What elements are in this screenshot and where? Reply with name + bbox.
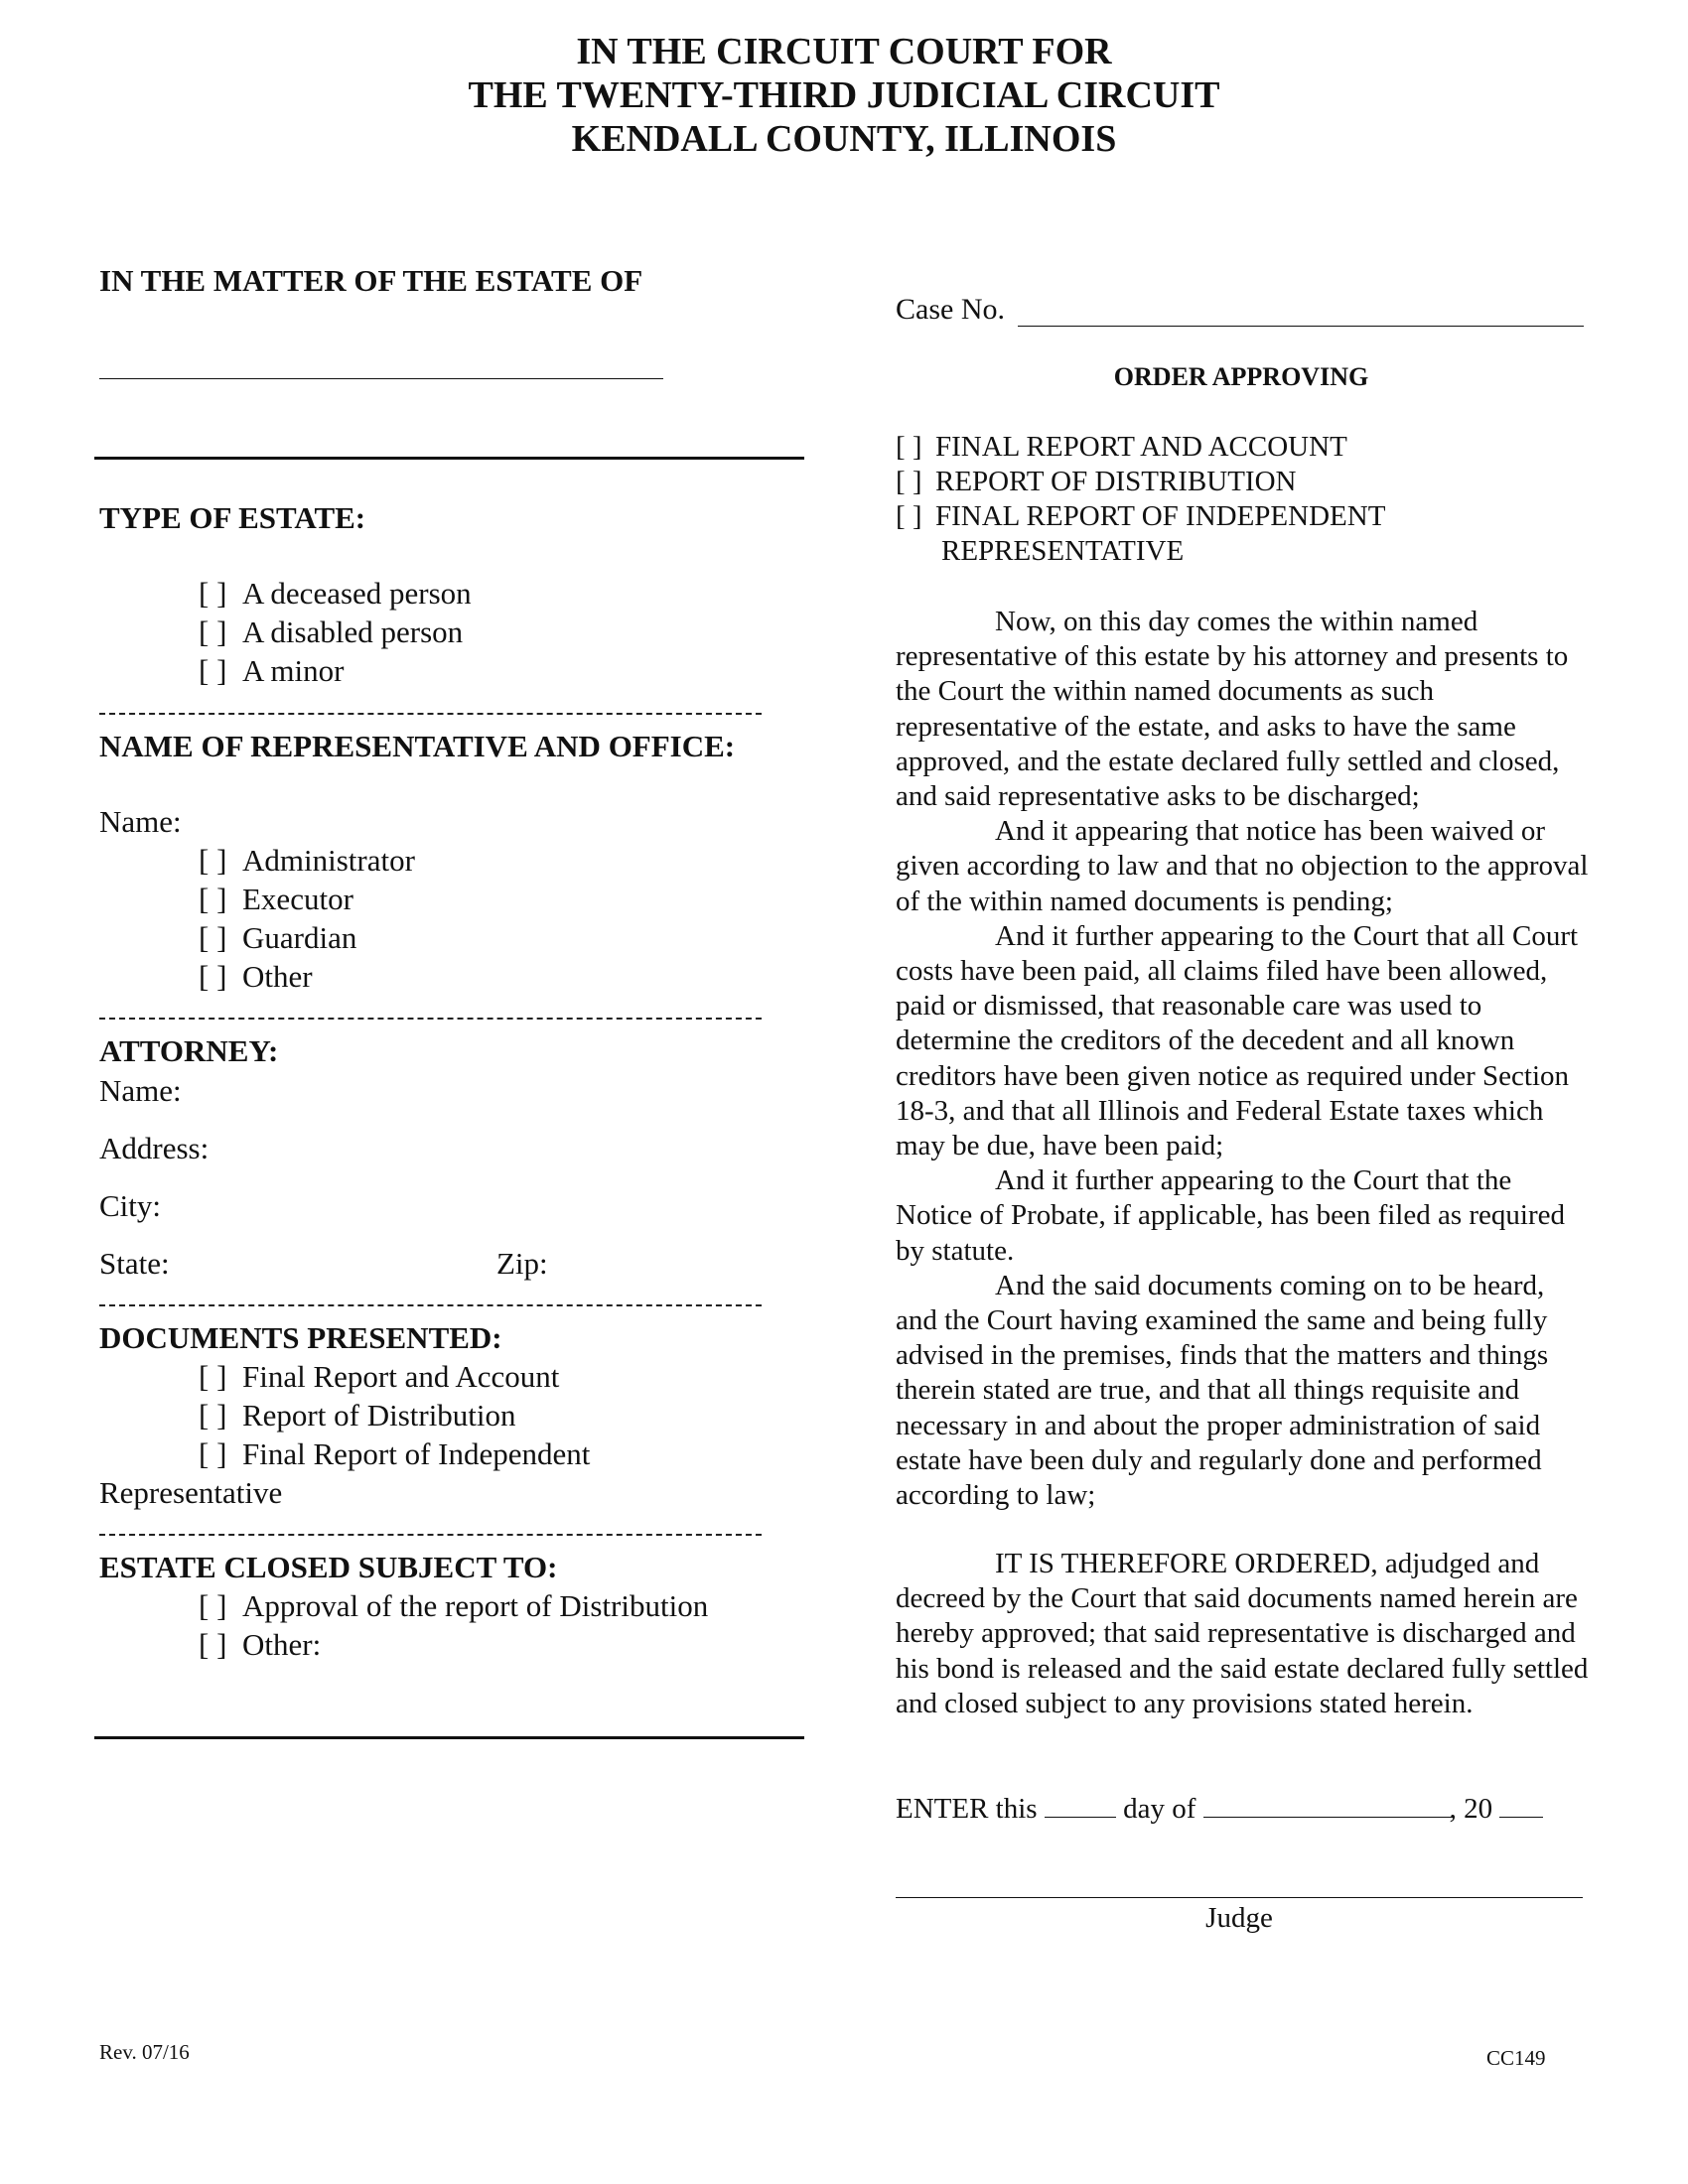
doc-option-final-report[interactable]: [ ] Final Report and Account xyxy=(199,1359,560,1394)
day-of-label: day of xyxy=(1123,1793,1196,1825)
checkbox[interactable]: [ ] xyxy=(199,1588,227,1623)
court-header xyxy=(0,30,1688,161)
order-paragraph-4: And it further appearing to the Court that the Notice of Probate, if applicable, has been filed as required by statute. xyxy=(896,1164,1565,1267)
checkbox[interactable]: [ ] xyxy=(199,576,227,611)
court-header-line3: KENDALL COUNTY, ILLINOIS xyxy=(571,118,1117,160)
checkbox[interactable]: [ ] xyxy=(199,653,227,688)
rep-option-executor[interactable]: [ ] Executor xyxy=(199,882,353,916)
order-body xyxy=(896,605,1591,1513)
form-code: CC149 xyxy=(1486,2046,1546,2070)
day-field[interactable] xyxy=(1045,1817,1116,1818)
checkbox[interactable]: [ ] xyxy=(896,431,922,463)
checkbox[interactable]: [ ] xyxy=(199,1627,227,1662)
order-paragraph-5: And the said documents coming on to be heard, and the Court having examined the same and being fully advised in the premises, finds that the matters and things therein stated are true, and that all things requisite and necessary in and about the proper administration of said estate have been duly and regularly done and performed according to law; xyxy=(896,1269,1549,1512)
attorney-name-label: Name: xyxy=(99,1073,182,1108)
order-paragraph-2: And it appearing that notice has been waived or given according to law and that no objection to the approval of the within named documents is pending; xyxy=(896,815,1589,917)
checkbox[interactable]: [ ] xyxy=(199,1398,227,1433)
type-option-disabled[interactable]: [ ] A disabled person xyxy=(199,614,464,649)
order-option-continuation: REPRESENTATIVE xyxy=(941,535,1185,567)
order-option-final-report[interactable]: [ ] FINAL REPORT AND ACCOUNT xyxy=(896,430,1347,465)
section-divider xyxy=(94,457,804,460)
documents-heading: DOCUMENTS PRESENTED: xyxy=(99,1320,502,1355)
checkbox[interactable]: [ ] xyxy=(199,882,227,916)
checkbox[interactable]: [ ] xyxy=(896,466,922,497)
dashed-divider xyxy=(99,1534,762,1536)
type-of-estate-heading: TYPE OF ESTATE: xyxy=(99,500,366,535)
attorney-city-label: City: xyxy=(99,1188,162,1223)
checkbox[interactable]: [ ] xyxy=(896,500,922,532)
checkbox[interactable]: [ ] xyxy=(199,959,227,994)
doc-option-independent[interactable]: [ ] Final Report of Independent xyxy=(199,1436,591,1471)
court-header-line2: THE TWENTY-THIRD JUDICIAL CIRCUIT xyxy=(468,74,1220,116)
checkbox[interactable]: [ ] xyxy=(199,1359,227,1394)
enter-label: ENTER this xyxy=(896,1793,1038,1825)
case-number-label: Case No. xyxy=(896,293,1005,326)
checkbox[interactable]: [ ] xyxy=(199,1436,227,1471)
estate-heading: IN THE MATTER OF THE ESTATE OF xyxy=(99,263,643,298)
rep-option-administrator[interactable]: [ ] Administrator xyxy=(199,843,415,878)
type-option-deceased[interactable]: [ ] A deceased person xyxy=(199,576,472,611)
dashed-divider xyxy=(99,1018,762,1020)
rep-option-other[interactable]: [ ] Other xyxy=(199,959,313,994)
order-option-independent[interactable]: [ ] FINAL REPORT OF INDEPENDENT xyxy=(896,499,1385,534)
revision-label: Rev. 07/16 xyxy=(99,2040,190,2064)
representative-heading: NAME OF REPRESENTATIVE AND OFFICE: xyxy=(99,729,736,763)
attorney-heading: ATTORNEY: xyxy=(99,1033,279,1068)
month-field[interactable] xyxy=(1203,1817,1454,1818)
judge-signature-line[interactable] xyxy=(896,1897,1583,1898)
order-option-distribution[interactable]: [ ] REPORT OF DISTRIBUTION xyxy=(896,465,1296,499)
court-header-line1: IN THE CIRCUIT COURT FOR xyxy=(576,31,1112,72)
order-title: ORDER APPROVING xyxy=(1113,362,1369,391)
section-divider xyxy=(94,1736,804,1739)
order-paragraph-3: And it further appearing to the Court that all Court costs have been paid, all claims filed have been allowed, paid or dismissed, that reasonable care was used to determine the creditors of the decedent and all known creditors have been given notice as required under Section 18-3, and that all Illinois and Federal Estate taxes which may be due, have been paid; xyxy=(896,919,1579,1162)
year-field[interactable] xyxy=(1499,1817,1543,1818)
dashed-divider xyxy=(99,713,762,715)
checkbox[interactable]: [ ] xyxy=(199,843,227,878)
attorney-address-label: Address: xyxy=(99,1131,210,1165)
estate-name-line[interactable] xyxy=(99,378,663,379)
checkbox[interactable]: [ ] xyxy=(199,614,227,649)
attorney-zip-label: Zip: xyxy=(496,1246,548,1281)
ordered-paragraph: IT IS THEREFORE ORDERED, adjudged and decreed by the Court that said documents named herein are hereby approved; that said representative is discharged and his bond is released and the said estate declared fully settled and closed subject to any provisions stated herein. xyxy=(896,1548,1589,1719)
dashed-divider xyxy=(99,1304,762,1306)
order-paragraph-1: Now, on this day comes the within named representative of this estate by his attorney and presents to the Court the within named documents as such representative of the estate, and asks to have the same approved, and the estate declared fully settled and closed, and said representative asks to be discharged; xyxy=(896,606,1569,813)
rep-option-guardian[interactable]: [ ] Guardian xyxy=(199,920,357,955)
representative-name-label: Name: xyxy=(99,804,182,839)
case-number-field[interactable] xyxy=(1018,326,1584,327)
enter-line xyxy=(896,1792,1543,1827)
year-prefix: , 20 xyxy=(1449,1793,1493,1825)
estate-closed-heading: ESTATE CLOSED SUBJECT TO: xyxy=(99,1550,558,1584)
doc-option-distribution[interactable]: [ ] Report of Distribution xyxy=(199,1398,516,1433)
closed-option-other[interactable]: [ ] Other: xyxy=(199,1627,322,1662)
attorney-state-label: State: xyxy=(99,1246,170,1281)
type-option-minor[interactable]: [ ] A minor xyxy=(199,653,345,688)
checkbox[interactable]: [ ] xyxy=(199,920,227,955)
ordered-block xyxy=(896,1547,1591,1721)
judge-label: Judge xyxy=(1205,1902,1273,1934)
closed-option-approval[interactable]: [ ] Approval of the report of Distribution xyxy=(199,1588,709,1623)
doc-option-continuation: Representative xyxy=(99,1475,283,1510)
